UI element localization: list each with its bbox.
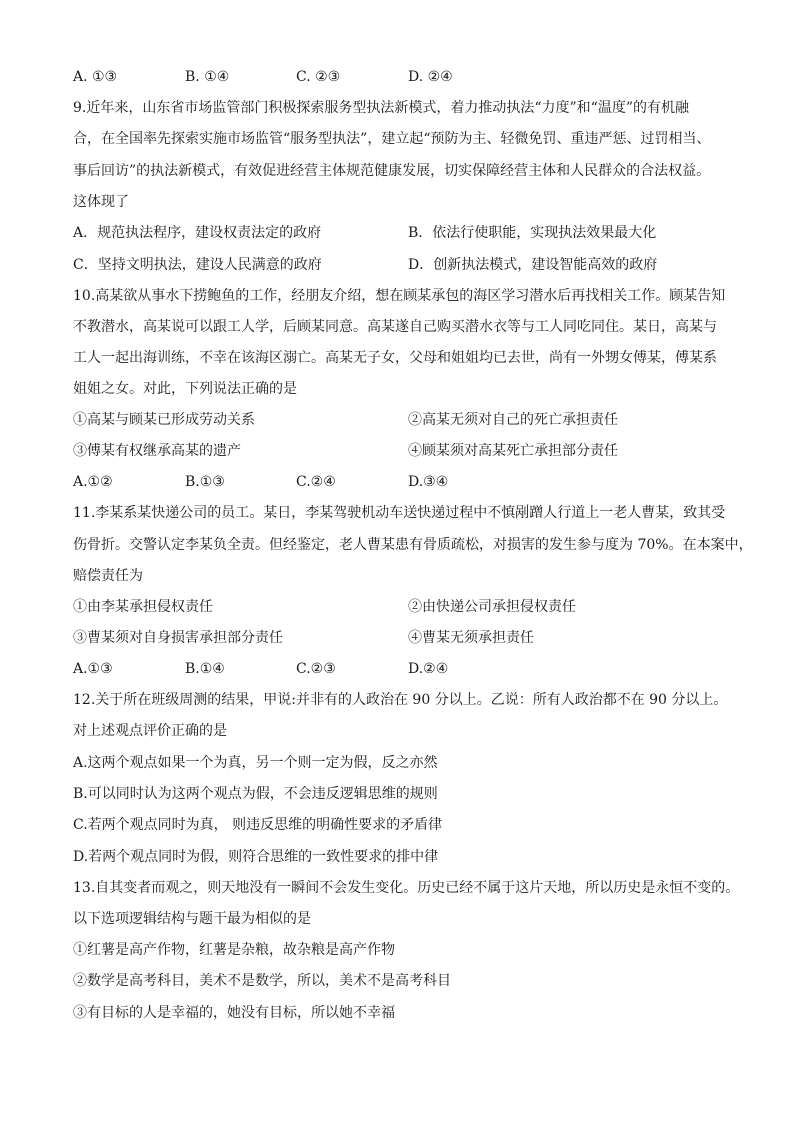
- q10-option-a: A.①②: [73, 474, 113, 490]
- q10-statements-row-2: [73, 441, 723, 461]
- q10-options: [73, 472, 723, 492]
- q8-option-d: D. ②④: [408, 69, 453, 85]
- q10-stem-line-1: 10.高某欲从事水下捞鲍鱼的工作，经朋友介绍，想在顾某承包的海区学习潜水后再找相关工作。顾某告知: [73, 288, 726, 304]
- q9-option-b: B．依法行使职能，实现执法效果最大化: [408, 225, 657, 241]
- q13-stem-line-2: 以下选项逻辑结构与题干最为相似的是: [73, 911, 311, 927]
- q13-statement-3: ③有目标的人是幸福的，她没有目标，所以她不幸福: [73, 1005, 395, 1021]
- q10-option-b: B.①③: [185, 474, 225, 490]
- q11-statement-2: ②由快递公司承担侵权责任: [408, 599, 576, 615]
- q9-stem-line-1: 9.近年来，山东省市场监管部门积极探索服务型执法新模式，着力推动执法“力度”和“温度”的有机融: [73, 100, 689, 116]
- q9-stem-line-3: 事后回访”的执法新模式，有效促进经营主体规范健康发展，切实保障经营主体和人民群众的合法权益。: [73, 163, 711, 179]
- q11-statement-3: ③曹某须对自身损害承担部分责任: [73, 630, 283, 646]
- q12-stem-line-1: 12.关于所在班级周测的结果，甲说:并非有的人政治在 90 分以上。乙说：所有人政治都不在 90 分以上。: [73, 692, 728, 708]
- q10-statement-1: ①高某与顾某已形成劳动关系: [73, 412, 255, 428]
- q8-options: [73, 67, 723, 87]
- q8-option-b: B. ①④: [185, 69, 230, 85]
- q11-statement-4: ④曹某无须承担责任: [408, 630, 534, 646]
- q11-statements-row-2: [73, 628, 723, 648]
- q9-option-c: C．坚持文明执法，建设人民满意的政府: [73, 257, 322, 273]
- q9-options-row-1: [73, 223, 723, 243]
- q9-option-a: A．规范执法程序，建设权责法定的政府: [73, 225, 322, 241]
- q10-option-c: C.②④: [296, 474, 336, 490]
- q11-stem-line-1: 11.李某系某快递公司的员工。某日，李某驾驶机动车送快递过程中不慎剐蹭人行道上一老人曹某，致其受: [73, 505, 726, 521]
- q11-stem-line-3: 赔偿责任为: [73, 568, 143, 584]
- q12-option-d: D.若两个观点同时为假，则符合思维的一致性要求的排中律: [73, 849, 439, 865]
- q11-options: [73, 659, 723, 679]
- q9-stem-line-4: 这体现了: [73, 194, 129, 210]
- q8-option-a: A. ①③: [73, 69, 118, 85]
- q10-statement-2: ②高某无须对自己的死亡承担责任: [408, 412, 618, 428]
- q13-stem-line-1: 13.自其变者而观之，则天地没有一瞬间不会发生变化。历史已经不属于这片天地，所以历史是永恒不变的。: [73, 880, 740, 896]
- q10-statement-3: ③傅某有权继承高某的遗产: [73, 443, 241, 459]
- q8-option-c: C. ②③: [296, 69, 341, 85]
- q10-stem-line-4: 姐姐之女。对此，下列说法正确的是: [73, 381, 297, 397]
- q13-statement-1: ①红薯是高产作物，红薯是杂粮，故杂粮是高产作物: [73, 942, 395, 958]
- q11-option-b: B.①④: [185, 661, 225, 677]
- q11-statement-1: ①由李某承担侵权责任: [73, 599, 213, 615]
- q9-stem-line-2: 合，在全国率先探索实施市场监管“服务型执法”，建立起“预防为主、轻微免罚、重违严惩、过罚相当、: [73, 131, 711, 147]
- q9-options-row-2: [73, 255, 723, 275]
- q11-option-c: C.②③: [296, 661, 336, 677]
- q12-option-b: B.可以同时认为这两个观点为假，不会违反逻辑思维的规则: [73, 786, 438, 802]
- q11-option-d: D.②④: [408, 661, 449, 677]
- q11-stem-line-2: 伤骨折。交警认定李某负全责。但经鉴定，老人曹某患有骨质疏松，对损害的发生参与度为 70%。在本案中，: [73, 537, 753, 553]
- q10-stem-line-2: 不教潜水，高某说可以跟工人学，后顾某同意。高某遂自己购买潜水衣等与工人同吃同住。某日，高某与: [73, 319, 717, 335]
- q12-stem-line-2: 对上述观点评价正确的是: [73, 723, 227, 739]
- q10-statement-4: ④顾某须对高某死亡承担部分责任: [408, 443, 618, 459]
- q12-option-c: C.若两个观点同时为真， 则违反思维的明确性要求的矛盾律: [73, 817, 443, 833]
- q13-statement-2: ②数学是高考科目，美术不是数学，所以，美术不是高考科目: [73, 973, 451, 989]
- q11-statements-row-1: [73, 597, 723, 617]
- q11-option-a: A.①③: [73, 661, 113, 677]
- q9-option-d: D．创新执法模式，建设智能高效的政府: [408, 257, 658, 273]
- q10-option-d: D.③④: [408, 474, 449, 490]
- q12-option-a: A.这两个观点如果一个为真，另一个则一定为假，反之亦然: [73, 755, 438, 771]
- q10-stem-line-3: 工人一起出海训练，不幸在该海区溺亡。高某无子女，父母和姐姐均已去世，尚有一外甥女傅某，傅某系: [73, 350, 717, 366]
- q10-statements-row-1: [73, 410, 723, 430]
